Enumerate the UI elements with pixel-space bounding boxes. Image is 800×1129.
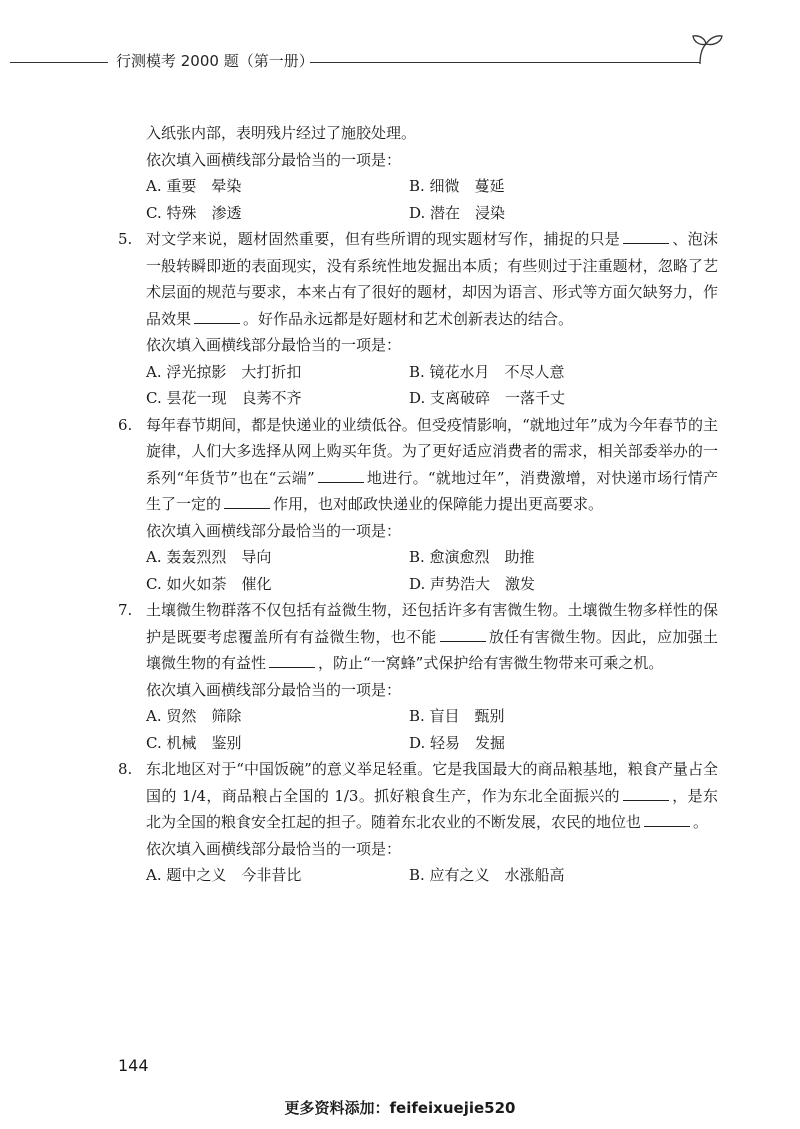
intro-options xyxy=(118,173,718,226)
option-d: D. 声势浩大 激发 xyxy=(409,574,536,593)
page-content xyxy=(118,120,718,889)
footer-note: 更多资料添加：feifeixuejie520 xyxy=(284,1099,516,1117)
text-segment: 作用，也对邮政快递业的保障能力提出更高要求。 xyxy=(273,495,604,513)
option-b: B. 镜花水月 不尽人意 xyxy=(409,362,565,381)
question-text xyxy=(146,597,718,677)
option-b: B. 愈演愈烈 助推 xyxy=(409,548,535,566)
header-title: 行测模考 2000 题（第一册） xyxy=(116,52,314,70)
intro-prompt: 依次填入画横线部分最恰当的一项是： xyxy=(146,150,402,169)
text-segment: 、泡沫一般转瞬即逝的表面现实，没有系统性地发掘出本质；有些则过于注重题材，忽略了艺术层面的规范与要求，本来占有了很好的题材，却因为语言、形式等方面欠缺努力，作品效果 xyxy=(146,230,718,328)
option-d: D. 支离破碎 一落千丈 xyxy=(409,389,566,407)
question-text xyxy=(146,412,718,518)
answer-blank xyxy=(623,786,669,801)
text-segment: 。 xyxy=(693,813,709,831)
question-prompt: 依次填入画横线部分最恰当的一项是： xyxy=(146,336,402,354)
option-a: A. 贸然 筛除 xyxy=(146,707,242,725)
answer-blank xyxy=(644,812,690,827)
option-a: A. 轰轰烈烈 导向 xyxy=(146,548,272,566)
header-rule-left xyxy=(10,62,108,63)
question-number: 7. xyxy=(118,601,133,619)
question-options xyxy=(118,544,718,597)
answer-blank xyxy=(318,468,364,483)
answer-blank xyxy=(440,627,486,642)
option-a: A. 题中之义 今非昔比 xyxy=(146,866,302,884)
option-d: D. 潜在 浸染 xyxy=(409,203,506,222)
option-b: B. 应有之义 水涨船高 xyxy=(409,866,565,884)
question-6 xyxy=(118,412,718,518)
question-options xyxy=(118,862,718,889)
question-number: 5. xyxy=(118,230,133,248)
question-text xyxy=(146,226,718,332)
text-segment: 。好作品永远都是好题材和艺术创新表达的结合。 xyxy=(243,309,574,328)
question-5 xyxy=(118,226,718,332)
answer-blank xyxy=(269,653,315,668)
question-text xyxy=(146,756,718,836)
text-segment: ，防止“一窝蜂”式保护给有害微生物带来可乘之机。 xyxy=(318,654,664,672)
text-segment: ，是东北为全国的粮食安全扛起的担子。随着东北农业的不断发展，农民的地位也 xyxy=(146,786,718,831)
question-8 xyxy=(118,756,718,836)
intro-text: 入纸张内部，表明残片经过了施胶处理。 xyxy=(146,124,417,142)
text-segment: 每年春节期间，都是快递业的业绩低谷。但受疫情影响，“就地过年”成为今年春节的主旋律，人们大多选择从网上购买年货。为了更好适应消费者的需求，相关部委举办的一系列“年货节”也在“云端” xyxy=(146,415,718,487)
question-prompt: 依次填入画横线部分最恰当的一项是： xyxy=(146,521,402,540)
option-c: C. 机械 鉴别 xyxy=(146,733,242,752)
page-number: 144 xyxy=(118,1056,149,1075)
question-options xyxy=(118,703,718,756)
header-rule-right xyxy=(310,62,700,63)
answer-blank xyxy=(194,309,240,324)
answer-blank xyxy=(224,494,270,509)
text-segment: 对文学来说，题材固然重要，但有些所谓的现实题材写作，捕捉的只是 xyxy=(146,230,621,248)
sprout-icon xyxy=(690,32,724,66)
option-a: A. 重要 晕染 xyxy=(146,177,242,195)
text-segment: 东北地区对于“中国饭碗”的意义举足轻重。它是我国最大的商品粮基地，粮食产量占全国的 1/4，商品粮占全国的 1/3。抓好粮食生产，作为东北全面振兴的 xyxy=(146,760,718,805)
option-c: C. 特殊 渗透 xyxy=(146,203,242,222)
question-prompt: 依次填入画横线部分最恰当的一项是： xyxy=(146,839,402,858)
option-b: B. 盲目 甄别 xyxy=(409,707,505,725)
answer-blank xyxy=(623,229,669,244)
running-header xyxy=(10,44,722,78)
option-b: B. 细微 蔓延 xyxy=(409,177,505,195)
option-d: D. 轻易 发掘 xyxy=(409,733,506,752)
option-c: C. 昙花一现 良莠不齐 xyxy=(146,389,302,407)
text-segment: 地进行。“就地过年”，消费激增，对快递市场行情产生了一定的 xyxy=(146,468,718,513)
option-c: C. 如火如荼 催化 xyxy=(146,574,272,593)
question-prompt: 依次填入画横线部分最恰当的一项是： xyxy=(146,680,402,699)
text-segment: 放任有害微生物。因此，应加强土壤微生物的有益性 xyxy=(146,627,718,672)
question-number: 6. xyxy=(118,415,133,434)
question-options xyxy=(118,359,718,412)
text-segment: 土壤微生物群落不仅包括有益微生物，还包括许多有害微生物。土壤微生物多样性的保护是既要考虑覆盖所有有益微生物，也不能 xyxy=(146,601,718,646)
question-number: 8. xyxy=(118,760,133,778)
question-7 xyxy=(118,597,718,677)
option-a: A. 浮光掠影 大打折扣 xyxy=(146,362,302,381)
